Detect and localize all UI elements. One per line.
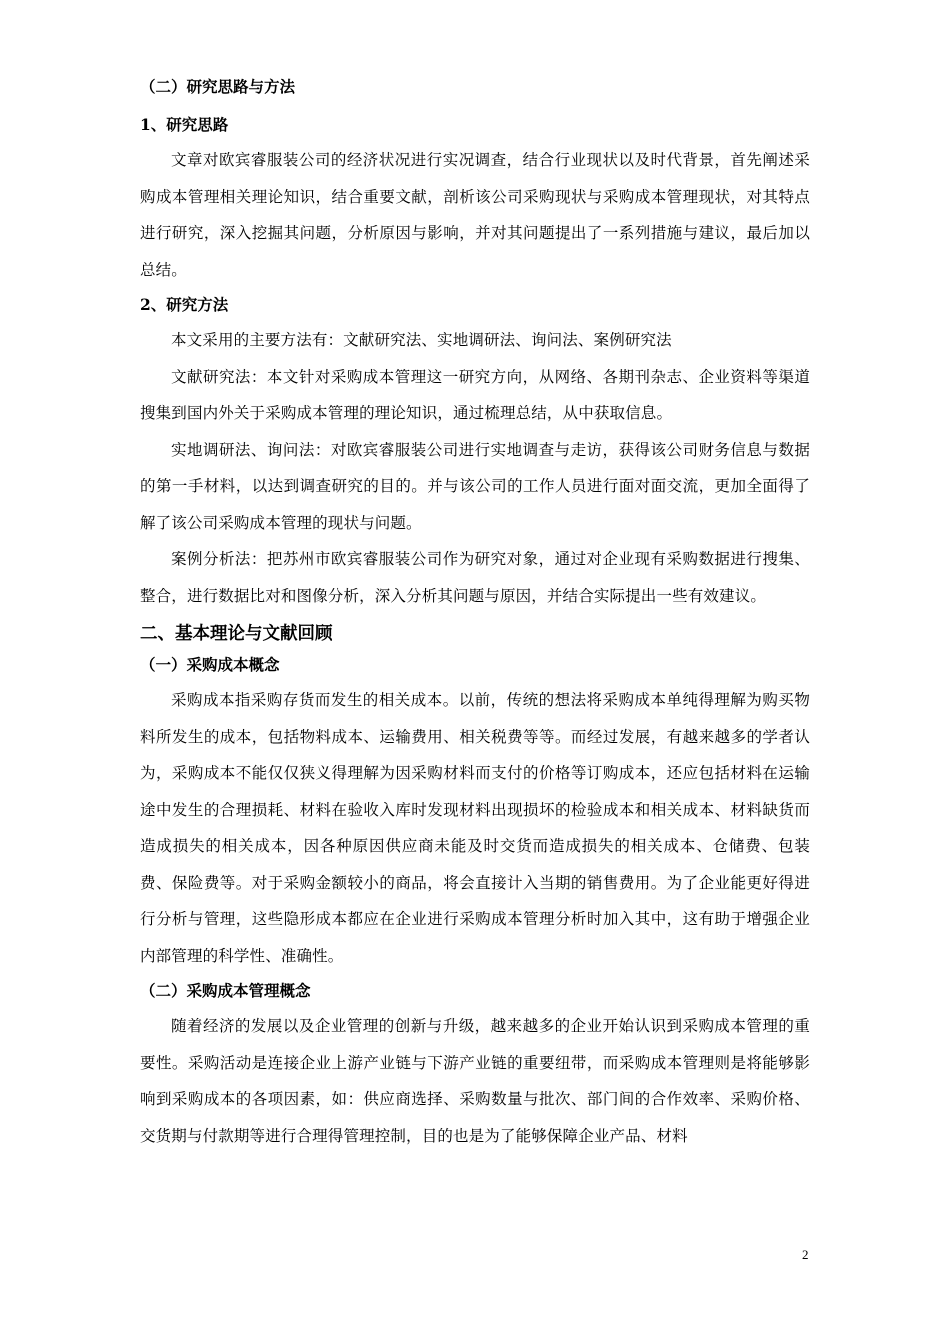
subsection-heading-idea: 1、研究思路 — [140, 115, 229, 134]
section-heading-approach: （二）研究思路与方法 — [140, 77, 296, 96]
paragraph-method-1: 本文采用的主要方法有：文献研究法、实地调研法、询问法、案例研究法 — [171, 331, 672, 349]
page-content — [140, 70, 810, 1154]
chapter-heading-2: 二、基本理论与文献回顾 — [140, 624, 333, 644]
section-heading-concept: （一）采购成本概念 — [140, 655, 280, 674]
section-heading-mgmt: （二）采购成本管理概念 — [140, 981, 311, 1000]
paragraph-mgmt: 随着经济的发展以及企业管理的创新与升级，越来越多的企业开始认识到采购成本管理的重要性。采购活动是连接企业上游产业链与下游产业链的重要纽带，而采购成本管理则是将能够影响到采购成本的各项因素，如：供应商选择、采购数量与批次、部门间的合作效率、采购价格、交货期与付款期等进行合理得管理控制，目的也是为了能够保障企业产品、材料 — [140, 1017, 810, 1145]
paragraph-concept: 采购成本指采购存货而发生的相关成本。以前，传统的想法将采购成本单纯得理解为购买物料所发生的成本，包括物料成本、运输费用、相关税费等等。而经过发展，有越来越多的学者认为，采购成本不能仅仅狭义得理解为因采购材料而支付的价格等订购成本，还应包括材料在运输途中发生的合理损耗、材料在验收入库时发现材料出现损坏的检验成本和相关成本、材料缺货而造成损失的相关成本，因各种原因供应商未能及时交货而造成损失的相关成本、仓储费、包装费、保险费等。对于采购金额较小的商品，将会直接计入当期的销售费用。为了企业能更好得进行分析与管理，这些隐形成本都应在企业进行采购成本管理分析时加入其中，这有助于增强企业内部管理的科学性、准确性。 — [140, 691, 810, 965]
page-number: 2 — [802, 1247, 809, 1262]
subsection-heading-method: 2、研究方法 — [140, 295, 229, 314]
paragraph-method-4: 案例分析法：把苏州市欧宾睿服装公司作为研究对象，通过对企业现有采购数据进行搜集、整合，进行数据比对和图像分析，深入分析其问题与原因，并结合实际提出一些有效建议。 — [140, 550, 810, 605]
paragraph-method-3: 实地调研法、询问法：对欧宾睿服装公司进行实地调查与走访，获得该公司财务信息与数据的第一手材料，以达到调查研究的目的。并与该公司的工作人员进行面对面交流，更加全面得了解了该公司采购成本管理的现状与问题。 — [140, 440, 810, 532]
paragraph-idea: 文章对欧宾睿服装公司的经济状况进行实况调查，结合行业现状以及时代背景，首先阐述采购成本管理相关理论知识，结合重要文献，剖析该公司采购现状与采购成本管理现状，对其特点进行研究，深入挖掘其问题，分析原因与影响，并对其问题提出了一系列措施与建议，最后加以总结。 — [140, 151, 810, 279]
paragraph-method-2: 文献研究法：本文针对采购成本管理这一研究方向，从网络、各期刊杂志、企业资料等渠道搜集到国内外关于采购成本管理的理论知识，通过梳理总结，从中获取信息。 — [140, 367, 810, 422]
